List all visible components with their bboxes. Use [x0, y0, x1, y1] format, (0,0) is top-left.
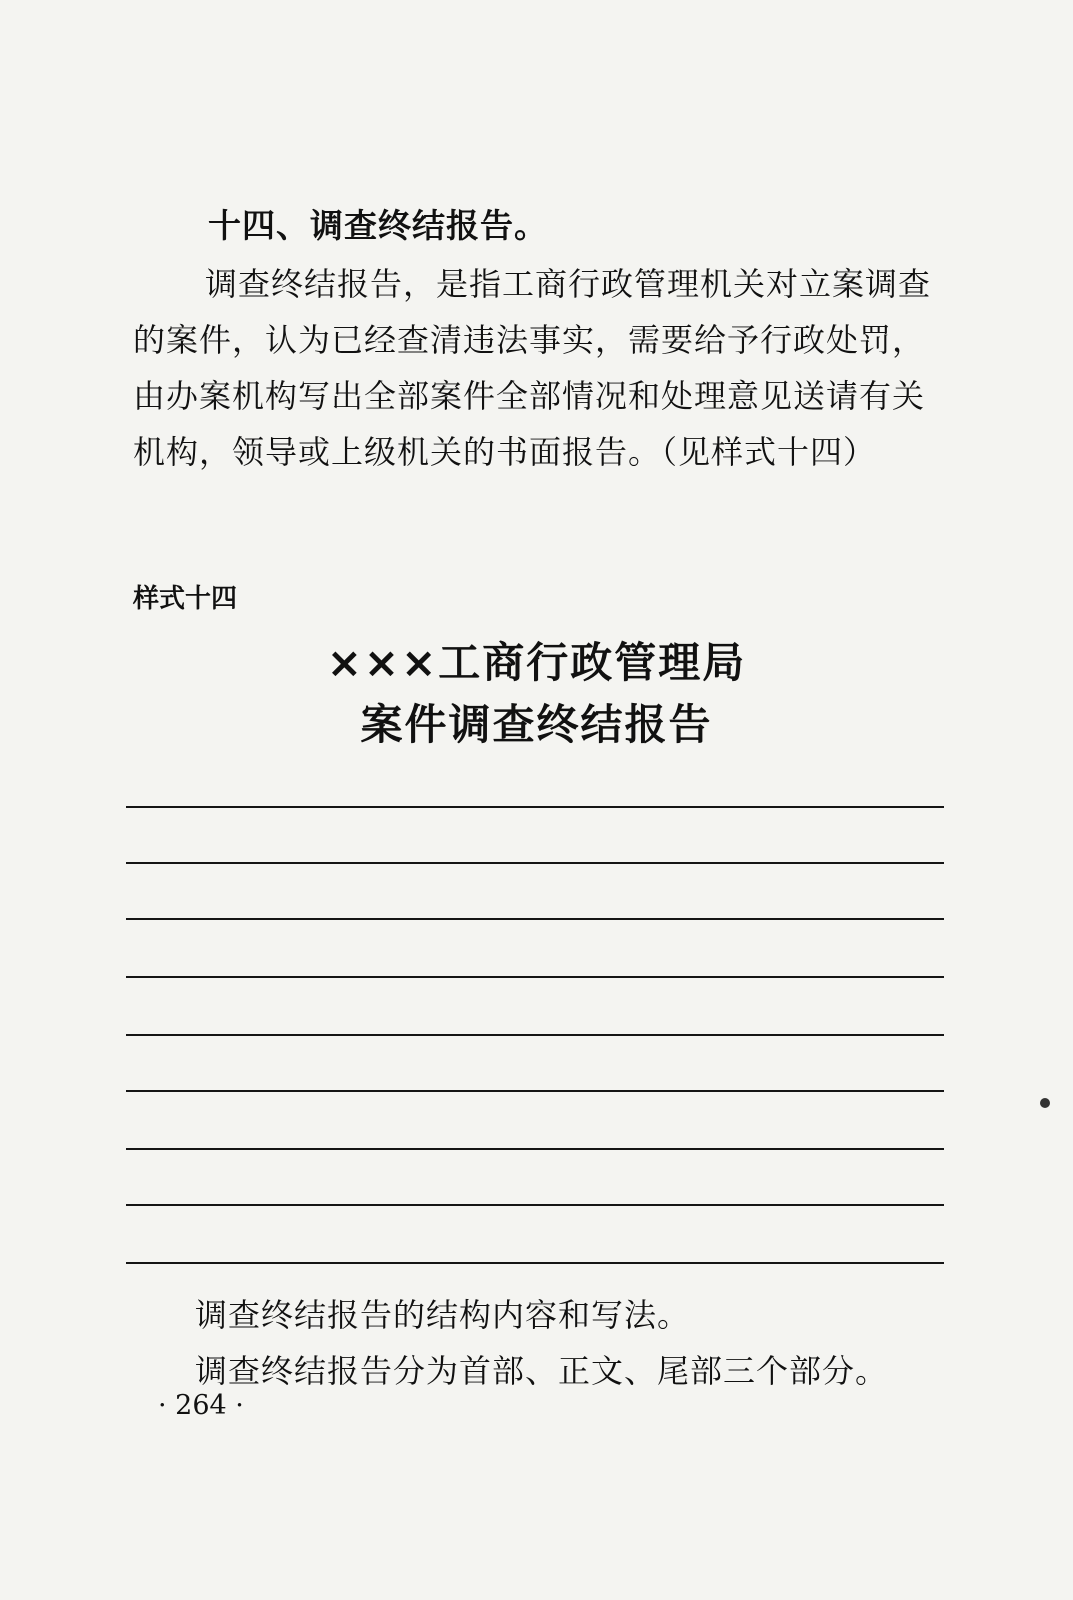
structure-heading: 调查终结报告的结构内容和写法。 — [195, 1296, 691, 1334]
blank-line — [126, 1262, 944, 1264]
page-number: · 264 · — [158, 1390, 244, 1421]
definition-paragraph: 调查终结报告，是指工商行政管理机关对立案调查的案件，认为已经查清违法事实，需要给予行政处罚，由办案机构写出全部案件全部情况和处理意见送请有关机构，领导或上级机关的书面报告。（见样式十四） — [133, 265, 932, 471]
sample-label: 样式十四 — [133, 584, 238, 614]
blank-line — [126, 862, 944, 864]
blank-line — [126, 806, 944, 808]
blank-line — [126, 1090, 944, 1092]
section-heading: 十四、调查终结报告。 — [208, 206, 548, 245]
blank-line — [126, 1204, 944, 1206]
blank-line — [126, 1034, 944, 1036]
blank-line — [126, 976, 944, 978]
scan-speck — [1040, 1098, 1050, 1108]
blank-line — [126, 918, 944, 920]
blank-line — [126, 1148, 944, 1150]
structure-description: 调查终结报告分为首部、正文、尾部三个部分。 — [195, 1352, 889, 1390]
form-title-report: 案件调查终结报告 — [360, 700, 713, 749]
form-title-agency: ×××工商行政管理局 — [326, 638, 747, 687]
